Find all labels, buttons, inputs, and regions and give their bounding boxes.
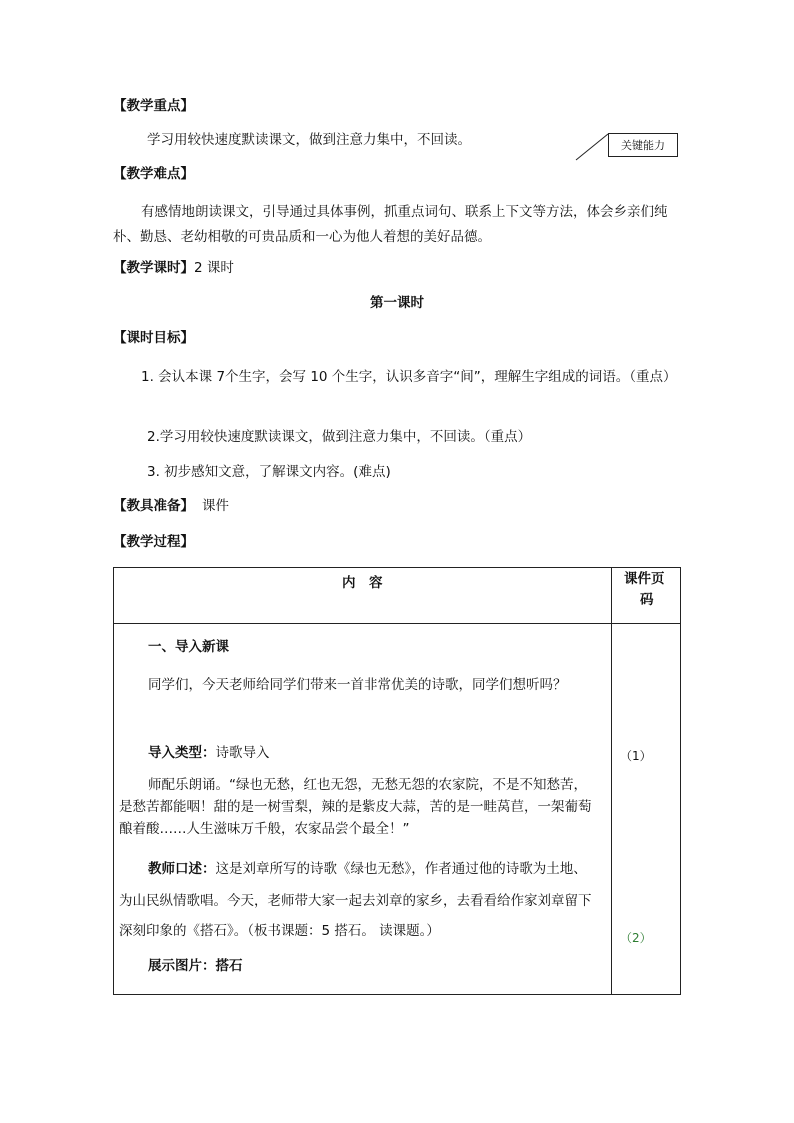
teacher-line-3: 深刻印象的《搭石》。（板书课题：5 搭石。 读课题。） — [119, 923, 440, 939]
poem-line-2: 是愁苦都能咽！甜的是一树雪梨，辣的是紫皮大蒜，苦的是一畦莴苣，一架葡萄 — [119, 799, 592, 815]
tools-value: 课件 — [202, 498, 229, 514]
show-image-label: 展示图片：搭石 — [148, 958, 243, 974]
goals-heading: 【课时目标】 — [113, 330, 194, 346]
header-page-line1: 课件页 — [624, 571, 665, 587]
poem-line-1: 师配乐朗诵。“绿也无愁，红也无怨，无愁无怨的农家院，不是不知愁苦， — [148, 777, 587, 793]
process-heading: 【教学过程】 — [113, 534, 194, 550]
teacher-line-1-wrap — [148, 859, 587, 879]
teacher-line-2: 为山民纵情歌唱。今天，老师带大家一起去刘章的家乡，去看看给作家刘章留下 — [119, 893, 592, 909]
teaching-process-table — [113, 567, 681, 995]
table-header-divider — [114, 623, 680, 624]
tools-heading: 【教具准备】 — [113, 498, 194, 514]
difficulty-heading: 【教学难点】 — [113, 166, 194, 182]
goal-item-2: 2.学习用较快速度默读课文，做到注意力集中，不回读。（重点） — [147, 429, 532, 445]
hours-value: 2 课时 — [194, 260, 234, 276]
page-ref-1: （1） — [620, 749, 652, 763]
header-page-line2: 码 — [640, 592, 654, 608]
poem-line-3: 酿着酸……人生滋味万千般，农家品尝个最全！” — [119, 821, 410, 837]
key-points-heading: 【教学重点】 — [113, 98, 194, 114]
lesson-title: 第一课时 — [370, 295, 424, 311]
hours-line — [113, 258, 234, 278]
tools-line — [113, 496, 229, 516]
key-ability-callout: 关键能力 — [608, 133, 678, 157]
step1-title: 一、导入新课 — [148, 639, 229, 655]
key-points-text: 学习用较快速度默读课文，做到注意力集中，不回读。 — [147, 132, 471, 148]
goal-item-1: 1. 会认本课 7个生字，会写 10 个生字，认识多音字“间”，理解生字组成的词语。（重点） — [141, 369, 677, 385]
intro-type-line — [148, 743, 270, 763]
intro-type-label: 导入类型： — [148, 745, 216, 761]
page-ref-2: （2） — [620, 931, 652, 945]
hours-heading: 【教学课时】 — [113, 260, 194, 276]
header-content: 内 容 — [342, 575, 383, 591]
step1-question: 同学们，今天老师给同学们带来一首非常优美的诗歌，同学们想听吗？ — [148, 677, 567, 693]
difficulty-text: 有感情地朗读课文，引导通过具体事例，抓重点词句、联系上下文等方法，体会乡亲们纯朴、勤恳、老幼相敬的可贵品质和一心为他人着想的美好品德。 — [113, 204, 668, 245]
teacher-label: 教师口述： — [148, 861, 216, 877]
goal-item-3: 3. 初步感知文意，了解课文内容。(难点) — [147, 464, 391, 480]
callout-connector-line — [574, 132, 610, 162]
table-column-divider — [611, 568, 612, 994]
intro-type-value: 诗歌导入 — [215, 745, 270, 761]
teacher-line-1: 这是刘章所写的诗歌《绿也无愁》，作者通过他的诗歌为土地、 — [215, 861, 587, 877]
